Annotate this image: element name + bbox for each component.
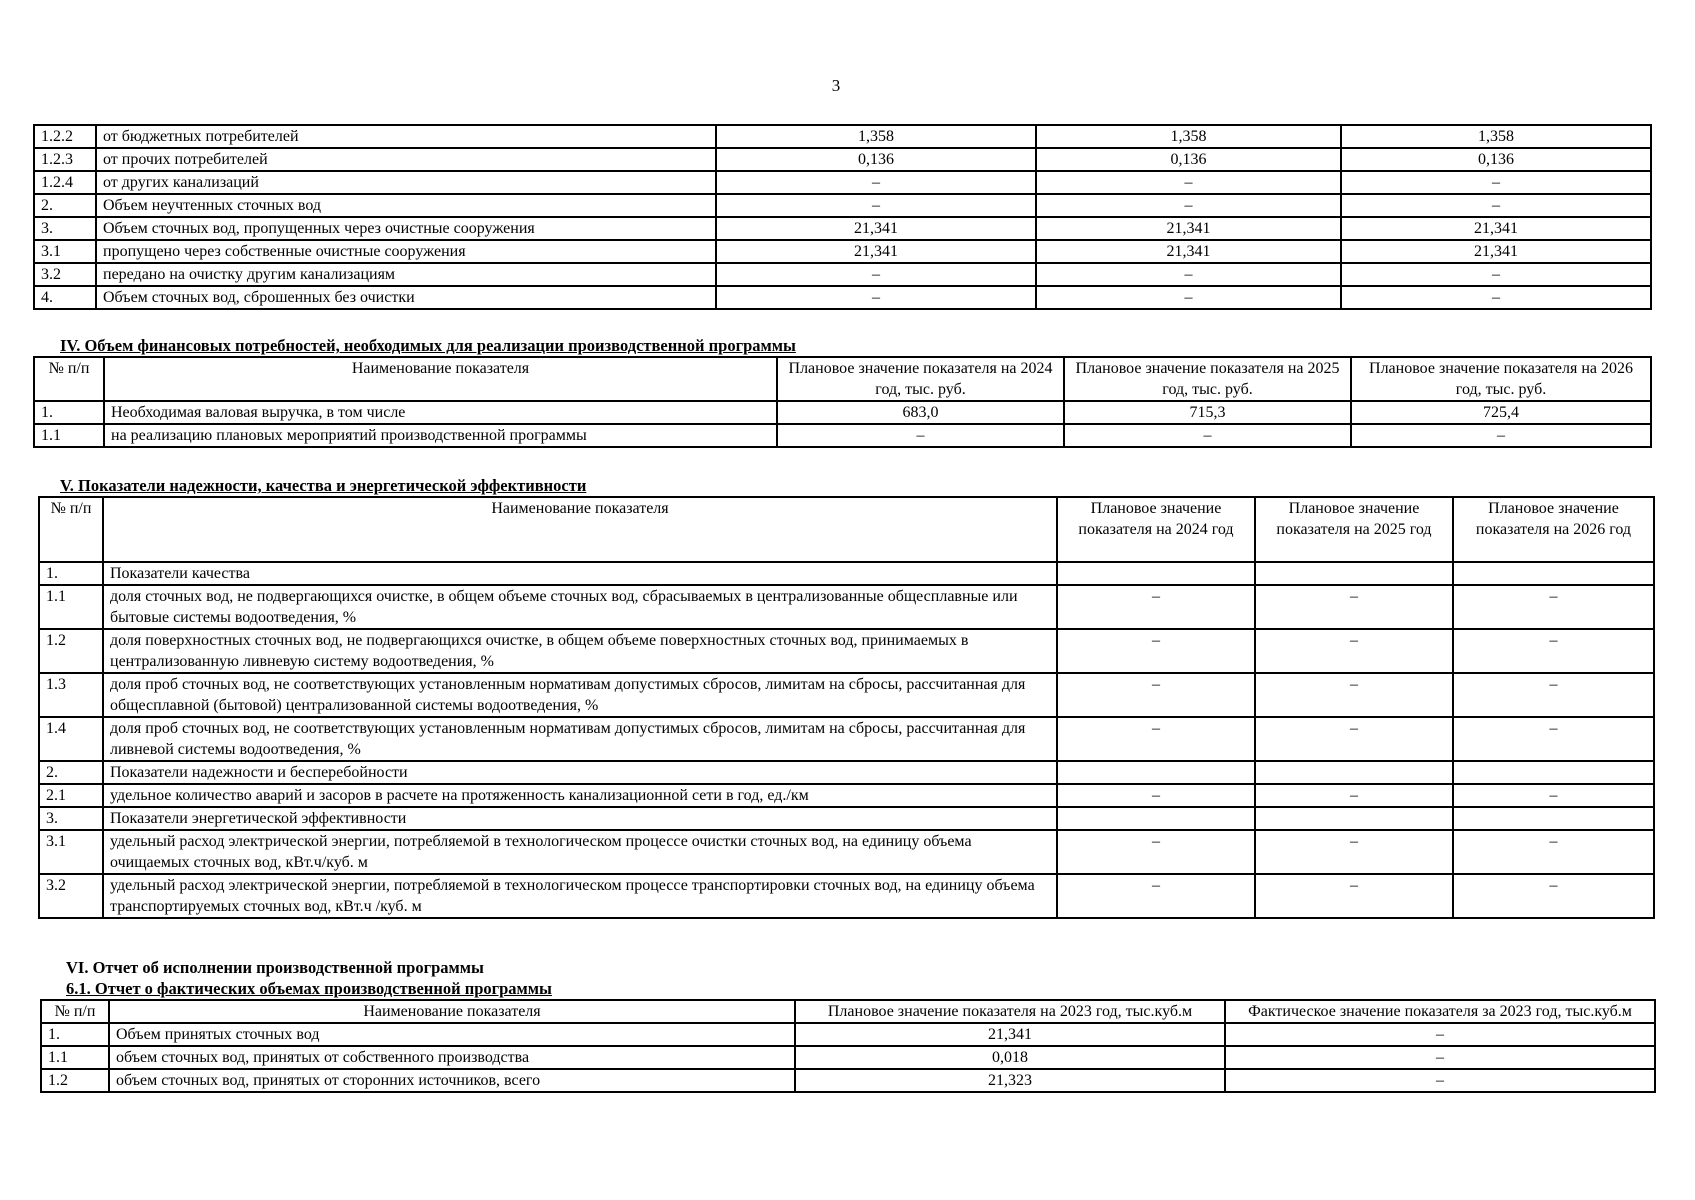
- row-label: удельный расход электрической энергии, потребляемой в технологическом процессе очистки сточных вод, на единицу объема очищаемых сточных вод, кВт.ч/куб. м: [103, 830, 1057, 874]
- row-value: [1057, 761, 1255, 784]
- row-label: Показатели надежности и бесперебойности: [103, 761, 1057, 784]
- col-header-name: Наименование показателя: [103, 497, 1057, 562]
- row-label: Показатели энергетической эффективности: [103, 807, 1057, 830]
- table-row: [34, 217, 1651, 240]
- row-value: –: [1225, 1046, 1655, 1069]
- row-value: –: [1036, 171, 1341, 194]
- row-number: 3.2: [34, 263, 96, 286]
- row-label: передано на очистку другим канализациям: [96, 263, 716, 286]
- row-value: –: [716, 263, 1036, 286]
- col-header-2024: Плановое значение показателя на 2024 год: [1057, 497, 1255, 562]
- row-number: 1.2: [39, 629, 103, 673]
- row-label: на реализацию плановых мероприятий производственной программы: [104, 424, 777, 447]
- reliability-quality-table: [38, 496, 1655, 919]
- table-row: [41, 1069, 1655, 1092]
- row-number: 3.: [34, 217, 96, 240]
- col-header-2026: Плановое значение показателя на 2026 год: [1453, 497, 1654, 562]
- row-value: 683,0: [777, 401, 1064, 424]
- row-value: –: [1036, 286, 1341, 309]
- row-value: 21,341: [795, 1023, 1225, 1046]
- table-row: [34, 240, 1651, 263]
- row-value: 21,341: [1036, 240, 1341, 263]
- row-value: –: [1255, 784, 1453, 807]
- row-value: 21,341: [1341, 217, 1651, 240]
- section-v-title: V. Показатели надежности, качества и энергетической эффективности: [60, 476, 587, 495]
- row-value: [1453, 562, 1654, 585]
- col-header-2024: Плановое значение показателя на 2024 год, тыс. руб.: [777, 357, 1064, 401]
- row-value: [1057, 562, 1255, 585]
- row-value: [1453, 761, 1654, 784]
- table-row: [34, 125, 1651, 148]
- row-value: 0,136: [1341, 148, 1651, 171]
- row-number: 1.: [41, 1023, 109, 1046]
- row-value: –: [1225, 1023, 1655, 1046]
- col-header-num: № п/п: [41, 1000, 109, 1023]
- row-number: 2.1: [39, 784, 103, 807]
- row-value: 715,3: [1064, 401, 1351, 424]
- row-number: 3.1: [39, 830, 103, 874]
- row-number: 4.: [34, 286, 96, 309]
- row-number: 1.1: [34, 424, 104, 447]
- row-value: 1,358: [1341, 125, 1651, 148]
- row-label: от других канализаций: [96, 171, 716, 194]
- row-value: –: [1255, 585, 1453, 629]
- row-value: 0,136: [1036, 148, 1341, 171]
- row-number: 1.2.3: [34, 148, 96, 171]
- row-value: 0,136: [716, 148, 1036, 171]
- row-value: –: [1453, 784, 1654, 807]
- row-value: 21,341: [1341, 240, 1651, 263]
- row-label: Объем сточных вод, сброшенных без очистки: [96, 286, 716, 309]
- production-report-table: [40, 999, 1656, 1093]
- row-label: Объем неучтенных сточных вод: [96, 194, 716, 217]
- row-label: удельное количество аварий и засоров в расчете на протяженность канализационной сети в год, ед./км: [103, 784, 1057, 807]
- row-label: доля проб сточных вод, не соответствующих установленным нормативам допустимых сбросов, лимитам на сбросы, рассчитанная для общесплавной (бытовой) централизованной системы водоотведения, %: [103, 673, 1057, 717]
- row-value: 21,341: [716, 217, 1036, 240]
- row-value: 21,341: [716, 240, 1036, 263]
- row-value: –: [1453, 673, 1654, 717]
- row-label: Объем принятых сточных вод: [109, 1023, 795, 1046]
- row-label: Объем сточных вод, пропущенных через очистные сооружения: [96, 217, 716, 240]
- row-number: 1.1: [39, 585, 103, 629]
- row-value: –: [1057, 717, 1255, 761]
- financial-needs-table: [33, 356, 1652, 448]
- table-row: [41, 1023, 1655, 1046]
- row-label: объем сточных вод, принятых от собственного производства: [109, 1046, 795, 1069]
- row-value: 725,4: [1351, 401, 1651, 424]
- row-value: 0,018: [795, 1046, 1225, 1069]
- col-header-2026: Плановое значение показателя на 2026 год, тыс. руб.: [1351, 357, 1651, 401]
- row-label: объем сточных вод, принятых от сторонних источников, всего: [109, 1069, 795, 1092]
- row-label: от бюджетных потребителей: [96, 125, 716, 148]
- row-value: –: [1255, 629, 1453, 673]
- table-row: [34, 286, 1651, 309]
- table-row: [34, 148, 1651, 171]
- row-label: от прочих потребителей: [96, 148, 716, 171]
- row-label: пропущено через собственные очистные сооружения: [96, 240, 716, 263]
- table-row: [34, 263, 1651, 286]
- row-number: 1.: [39, 562, 103, 585]
- row-value: –: [1453, 874, 1654, 918]
- row-value: –: [1057, 673, 1255, 717]
- row-value: –: [1057, 629, 1255, 673]
- col-header-num: № п/п: [34, 357, 104, 401]
- row-number: 2.: [39, 761, 103, 784]
- row-label: удельный расход электрической энергии, потребляемой в технологическом процессе транспортировки сточных вод, на единицу объема транспортируемых сточных вод, кВт.ч /куб. м: [103, 874, 1057, 918]
- row-value: –: [1255, 874, 1453, 918]
- row-value: –: [716, 286, 1036, 309]
- table-row: [39, 784, 1654, 807]
- col-header-plan: Плановое значение показателя на 2023 год, тыс.куб.м: [795, 1000, 1225, 1023]
- row-value: –: [1453, 717, 1654, 761]
- row-value: –: [1341, 286, 1651, 309]
- row-number: 1.: [34, 401, 104, 424]
- row-number: 3.1: [34, 240, 96, 263]
- table-row: [34, 171, 1651, 194]
- row-number: 3.2: [39, 874, 103, 918]
- row-value: [1255, 761, 1453, 784]
- page-number: 3: [831, 76, 841, 95]
- row-value: 21,341: [1036, 217, 1341, 240]
- row-value: –: [777, 424, 1064, 447]
- table-row: [39, 761, 1654, 784]
- row-value: –: [1341, 194, 1651, 217]
- wastewater-volume-table: [33, 124, 1652, 310]
- row-value: 1,358: [716, 125, 1036, 148]
- row-value: –: [1057, 784, 1255, 807]
- col-header-name: Наименование показателя: [109, 1000, 795, 1023]
- row-value: –: [1453, 830, 1654, 874]
- table-row: [39, 673, 1654, 717]
- table-row: [39, 830, 1654, 874]
- col-header-name: Наименование показателя: [104, 357, 777, 401]
- row-label: Показатели качества: [103, 562, 1057, 585]
- section-iv-title: IV. Объем финансовых потребностей, необходимых для реализации производственной программы: [60, 336, 796, 355]
- row-value: –: [1255, 717, 1453, 761]
- row-value: –: [1453, 585, 1654, 629]
- row-value: –: [1057, 585, 1255, 629]
- row-number: 1.2.2: [34, 125, 96, 148]
- row-value: –: [1064, 424, 1351, 447]
- row-value: [1453, 807, 1654, 830]
- row-value: –: [1036, 194, 1341, 217]
- table-row: [39, 562, 1654, 585]
- row-value: –: [1036, 263, 1341, 286]
- row-label: Необходимая валовая выручка, в том числе: [104, 401, 777, 424]
- col-header-num: № п/п: [39, 497, 103, 562]
- row-number: 1.4: [39, 717, 103, 761]
- col-header-2025: Плановое значение показателя на 2025 год, тыс. руб.: [1064, 357, 1351, 401]
- row-number: 1.3: [39, 673, 103, 717]
- row-number: 1.2: [41, 1069, 109, 1092]
- row-value: [1057, 807, 1255, 830]
- table-row: [39, 874, 1654, 918]
- table-row: [34, 424, 1651, 447]
- row-number: 2.: [34, 194, 96, 217]
- table-row: [39, 585, 1654, 629]
- row-label: доля проб сточных вод, не соответствующих установленным нормативам допустимых сбросов, лимитам на сбросы, рассчитанная для ливневой системы водоотведения, %: [103, 717, 1057, 761]
- table-row: [39, 717, 1654, 761]
- row-value: –: [1341, 171, 1651, 194]
- col-header-2025: Плановое значение показателя на 2025 год: [1255, 497, 1453, 562]
- row-value: –: [1255, 830, 1453, 874]
- row-number: 3.: [39, 807, 103, 830]
- row-value: –: [1057, 830, 1255, 874]
- row-value: [1255, 562, 1453, 585]
- row-value: –: [716, 194, 1036, 217]
- section-vi-title: VI. Отчет об исполнении производственной программы: [66, 958, 484, 977]
- col-header-fact: Фактическое значение показателя за 2023 год, тыс.куб.м: [1225, 1000, 1655, 1023]
- table-row: [34, 401, 1651, 424]
- row-label: доля сточных вод, не подвергающихся очистке, в общем объеме сточных вод, сбрасываемых в централизованные общесплавные или бытовые системы водоотведения, %: [103, 585, 1057, 629]
- section-6-1-subtitle: 6.1. Отчет о фактических объемах производственной программы: [66, 979, 552, 998]
- row-number: 1.1: [41, 1046, 109, 1069]
- row-value: 21,323: [795, 1069, 1225, 1092]
- row-value: –: [1225, 1069, 1655, 1092]
- row-value: –: [716, 171, 1036, 194]
- row-value: –: [1255, 673, 1453, 717]
- row-number: 1.2.4: [34, 171, 96, 194]
- row-value: –: [1341, 263, 1651, 286]
- row-value: –: [1057, 874, 1255, 918]
- row-value: 1,358: [1036, 125, 1341, 148]
- table-row: [39, 807, 1654, 830]
- row-value: –: [1453, 629, 1654, 673]
- row-value: [1255, 807, 1453, 830]
- table-row: [39, 629, 1654, 673]
- table-row: [34, 194, 1651, 217]
- table-row: [41, 1046, 1655, 1069]
- row-value: –: [1351, 424, 1651, 447]
- row-label: доля поверхностных сточных вод, не подвергающихся очистке, в общем объеме поверхностных сточных вод, принимаемых в централизованную ливневую систему водоотведения, %: [103, 629, 1057, 673]
